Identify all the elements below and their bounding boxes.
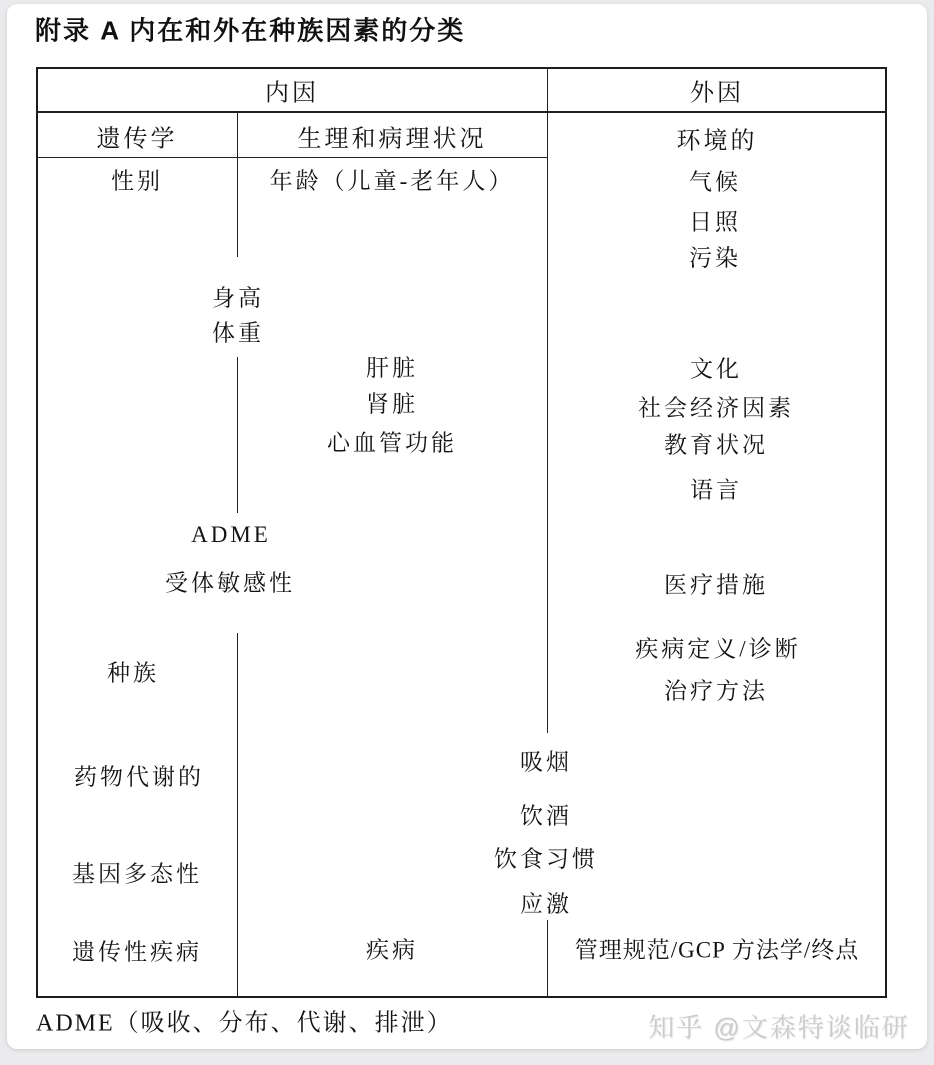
cell-adme: ADME — [191, 522, 271, 547]
divider-genetic-physio-middle — [237, 357, 238, 513]
cell-education: 教育状况 — [664, 432, 768, 458]
cell-language: 语言 — [690, 477, 742, 503]
watermark: 知乎 @文森特谈临研 — [648, 1012, 910, 1043]
cell-weight: 体重 — [212, 320, 264, 346]
cell-kidney: 肾脏 — [366, 391, 418, 417]
cell-drug-metabolism: 药物代谢的 — [74, 764, 204, 790]
cell-disease: 疾病 — [366, 937, 418, 963]
cell-treatment-approach: 治疗方法 — [664, 678, 768, 704]
cell-sunlight: 日照 — [689, 209, 741, 235]
divider-genetic-physio-upper — [237, 112, 238, 257]
divider-intrinsic-extrinsic-upper — [547, 67, 548, 733]
rule-under-sub-headers — [36, 157, 547, 158]
cell-medical-practice: 医疗措施 — [664, 572, 768, 598]
cell-climate: 气候 — [689, 169, 741, 195]
page-title: 附录 A 内在和外在种族因素的分类 — [35, 15, 466, 46]
cell-genetic-disease: 遗传性疾病 — [72, 939, 202, 965]
divider-intrinsic-extrinsic-lower — [547, 920, 548, 996]
cell-genetic-polymorphism: 基因多态性 — [72, 861, 202, 887]
cell-race: 种族 — [107, 660, 159, 686]
sub-header-environmental: 环境的 — [676, 128, 758, 155]
rule-under-main-headers — [36, 111, 887, 113]
cell-liver: 肝脏 — [366, 355, 418, 381]
col-header-intrinsic: 内因 — [265, 80, 319, 107]
col-header-extrinsic: 外因 — [690, 80, 744, 107]
cell-cardiovascular: 心血管功能 — [327, 430, 457, 456]
cell-stress: 应激 — [520, 891, 572, 917]
cell-pollution: 污染 — [689, 245, 741, 271]
cell-age: 年龄（儿童-老年人） — [269, 168, 515, 194]
cell-alcohol: 饮酒 — [520, 803, 572, 829]
cell-disease-definition: 疾病定义/诊断 — [635, 636, 801, 662]
cell-socioeconomic: 社会经济因素 — [638, 395, 794, 421]
sub-header-physio-patho: 生理和病理状况 — [297, 126, 487, 153]
divider-genetic-physio-lower — [237, 633, 238, 996]
cell-height: 身高 — [212, 285, 264, 311]
sub-header-genetic: 遗传学 — [96, 126, 178, 153]
adme-footnote: ADME（吸收、分布、代谢、排泄） — [36, 1010, 453, 1037]
cell-regulatory: 管理规范/GCP 方法学/终点 — [574, 937, 860, 963]
cell-culture: 文化 — [690, 356, 742, 382]
cell-receptor-sensitivity: 受体敏感性 — [165, 570, 295, 596]
cell-smoking: 吸烟 — [520, 749, 572, 775]
cell-sex: 性别 — [111, 168, 163, 194]
cell-diet: 饮食习惯 — [494, 846, 598, 872]
